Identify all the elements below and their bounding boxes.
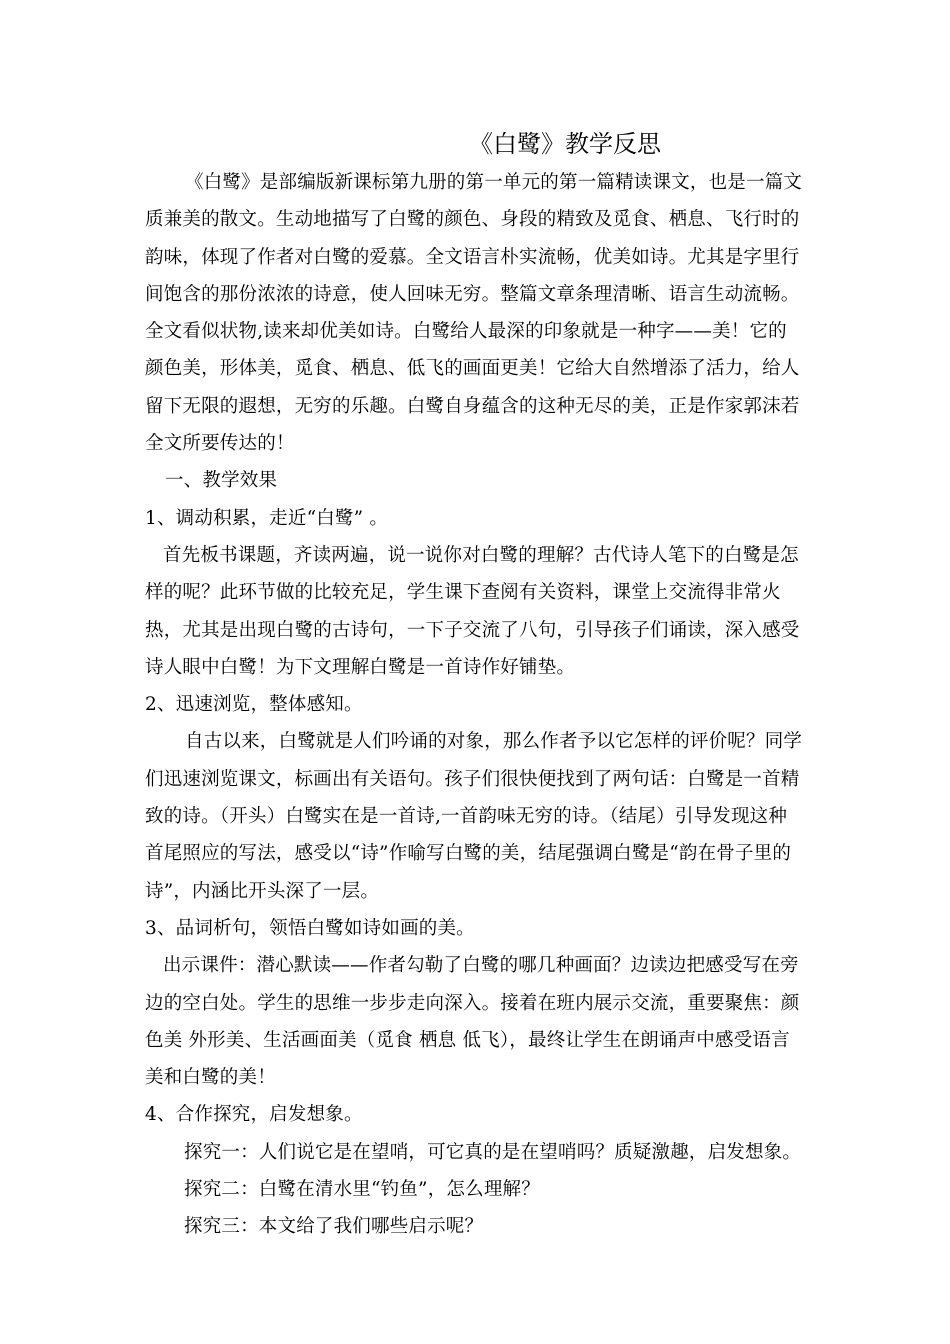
- item-1-paragraph: 首先板书课题，齐读两遍，说一说你对白鹭的理解？古代诗人笔下的白鹭是怎样的呢？此环节做的比较充足，学生课下查阅有关资料，课堂上交流得非常火热，尤其是出现白鹭的古诗句，一下子交流了八句，引导孩子们诵读，深入感受诗人眼中白鹭！为下文理解白鹭是一首诗作好铺垫。: [145, 544, 800, 678]
- item-1-heading: 1、调动积累，走近“白鹭” 。: [145, 507, 389, 529]
- item-2-paragraph: 自古以来，白鹭就是人们吟诵的对象，那么作者予以它怎样的评价呢？同学们迅速浏览课文，标画出有关语句。孩子们很快便找到了两句话：白鹭是一首精致的诗。（开头）白鹭实在是一首诗,一首韵味无穷的诗。（结尾）引导发现这种首尾照应的写法，感受以“诗”作喻写白鹭的美，结尾强调白鹭是“韵在骨子里的诗”，内涵比开头深了一层。: [145, 731, 803, 902]
- document-title: 《白鹭》教学反思: [469, 130, 661, 158]
- item-3-heading: 3、品词析句，领悟白鹭如诗如画的美。: [145, 917, 475, 939]
- explore-3-paragraph: 探究三：本文给了我们哪些启示呢？: [184, 1216, 484, 1238]
- intro-paragraph: 《白鹭》是部编版新课标第九册的第一单元的第一篇精读课文，也是一篇文质兼美的散文。生动地描写了白鹭的颜色、身段的精致及觅食、栖息、飞行时的韵味，体现了作者对白鹭的爱慕。全文语言朴实流畅，优美如诗。尤其是字里行间饱含的那份浓浓的诗意，使人回味无穷。整篇文章条理清晰、语言生动流畅。全文看似状物,读来却优美如诗。白鹭给人最深的印象就是一种字——美！它的颜色美，形体美，觅食、栖息、低飞的画面更美！它给大自然增添了活力，给人留下无限的遐想，无穷的乐趣。白鹭自身蕴含的这种无尽的美，正是作家郭沫若全文所要传达的！: [145, 172, 803, 455]
- document-body: [145, 164, 805, 1246]
- item-4-heading: 4、合作探究，启发想象。: [145, 1104, 363, 1126]
- item-3-paragraph: 出示课件：潜心默读——作者勾勒了白鹭的哪几种画面？边读边把感受写在旁边的空白处。学生的思维一步步走向深入。接着在班内展示交流，重要聚焦：颜色美 外形美、生活画面美（觅食 栖息 低飞），最终让学生在朗诵声中感受语言美和白鹭的美！: [145, 955, 800, 1089]
- section-heading-teaching-effect: 一、教学效果: [165, 470, 278, 492]
- explore-2-paragraph: 探究二：白鹭在清水里“钓鱼”，怎么理解？: [184, 1179, 540, 1201]
- explore-1-paragraph: 探究一：人们说它是在望哨，可它真的是在望哨吗？质疑激趣，启发想象。: [184, 1141, 802, 1163]
- item-2-heading: 2、迅速浏览，整体感知。: [145, 694, 363, 716]
